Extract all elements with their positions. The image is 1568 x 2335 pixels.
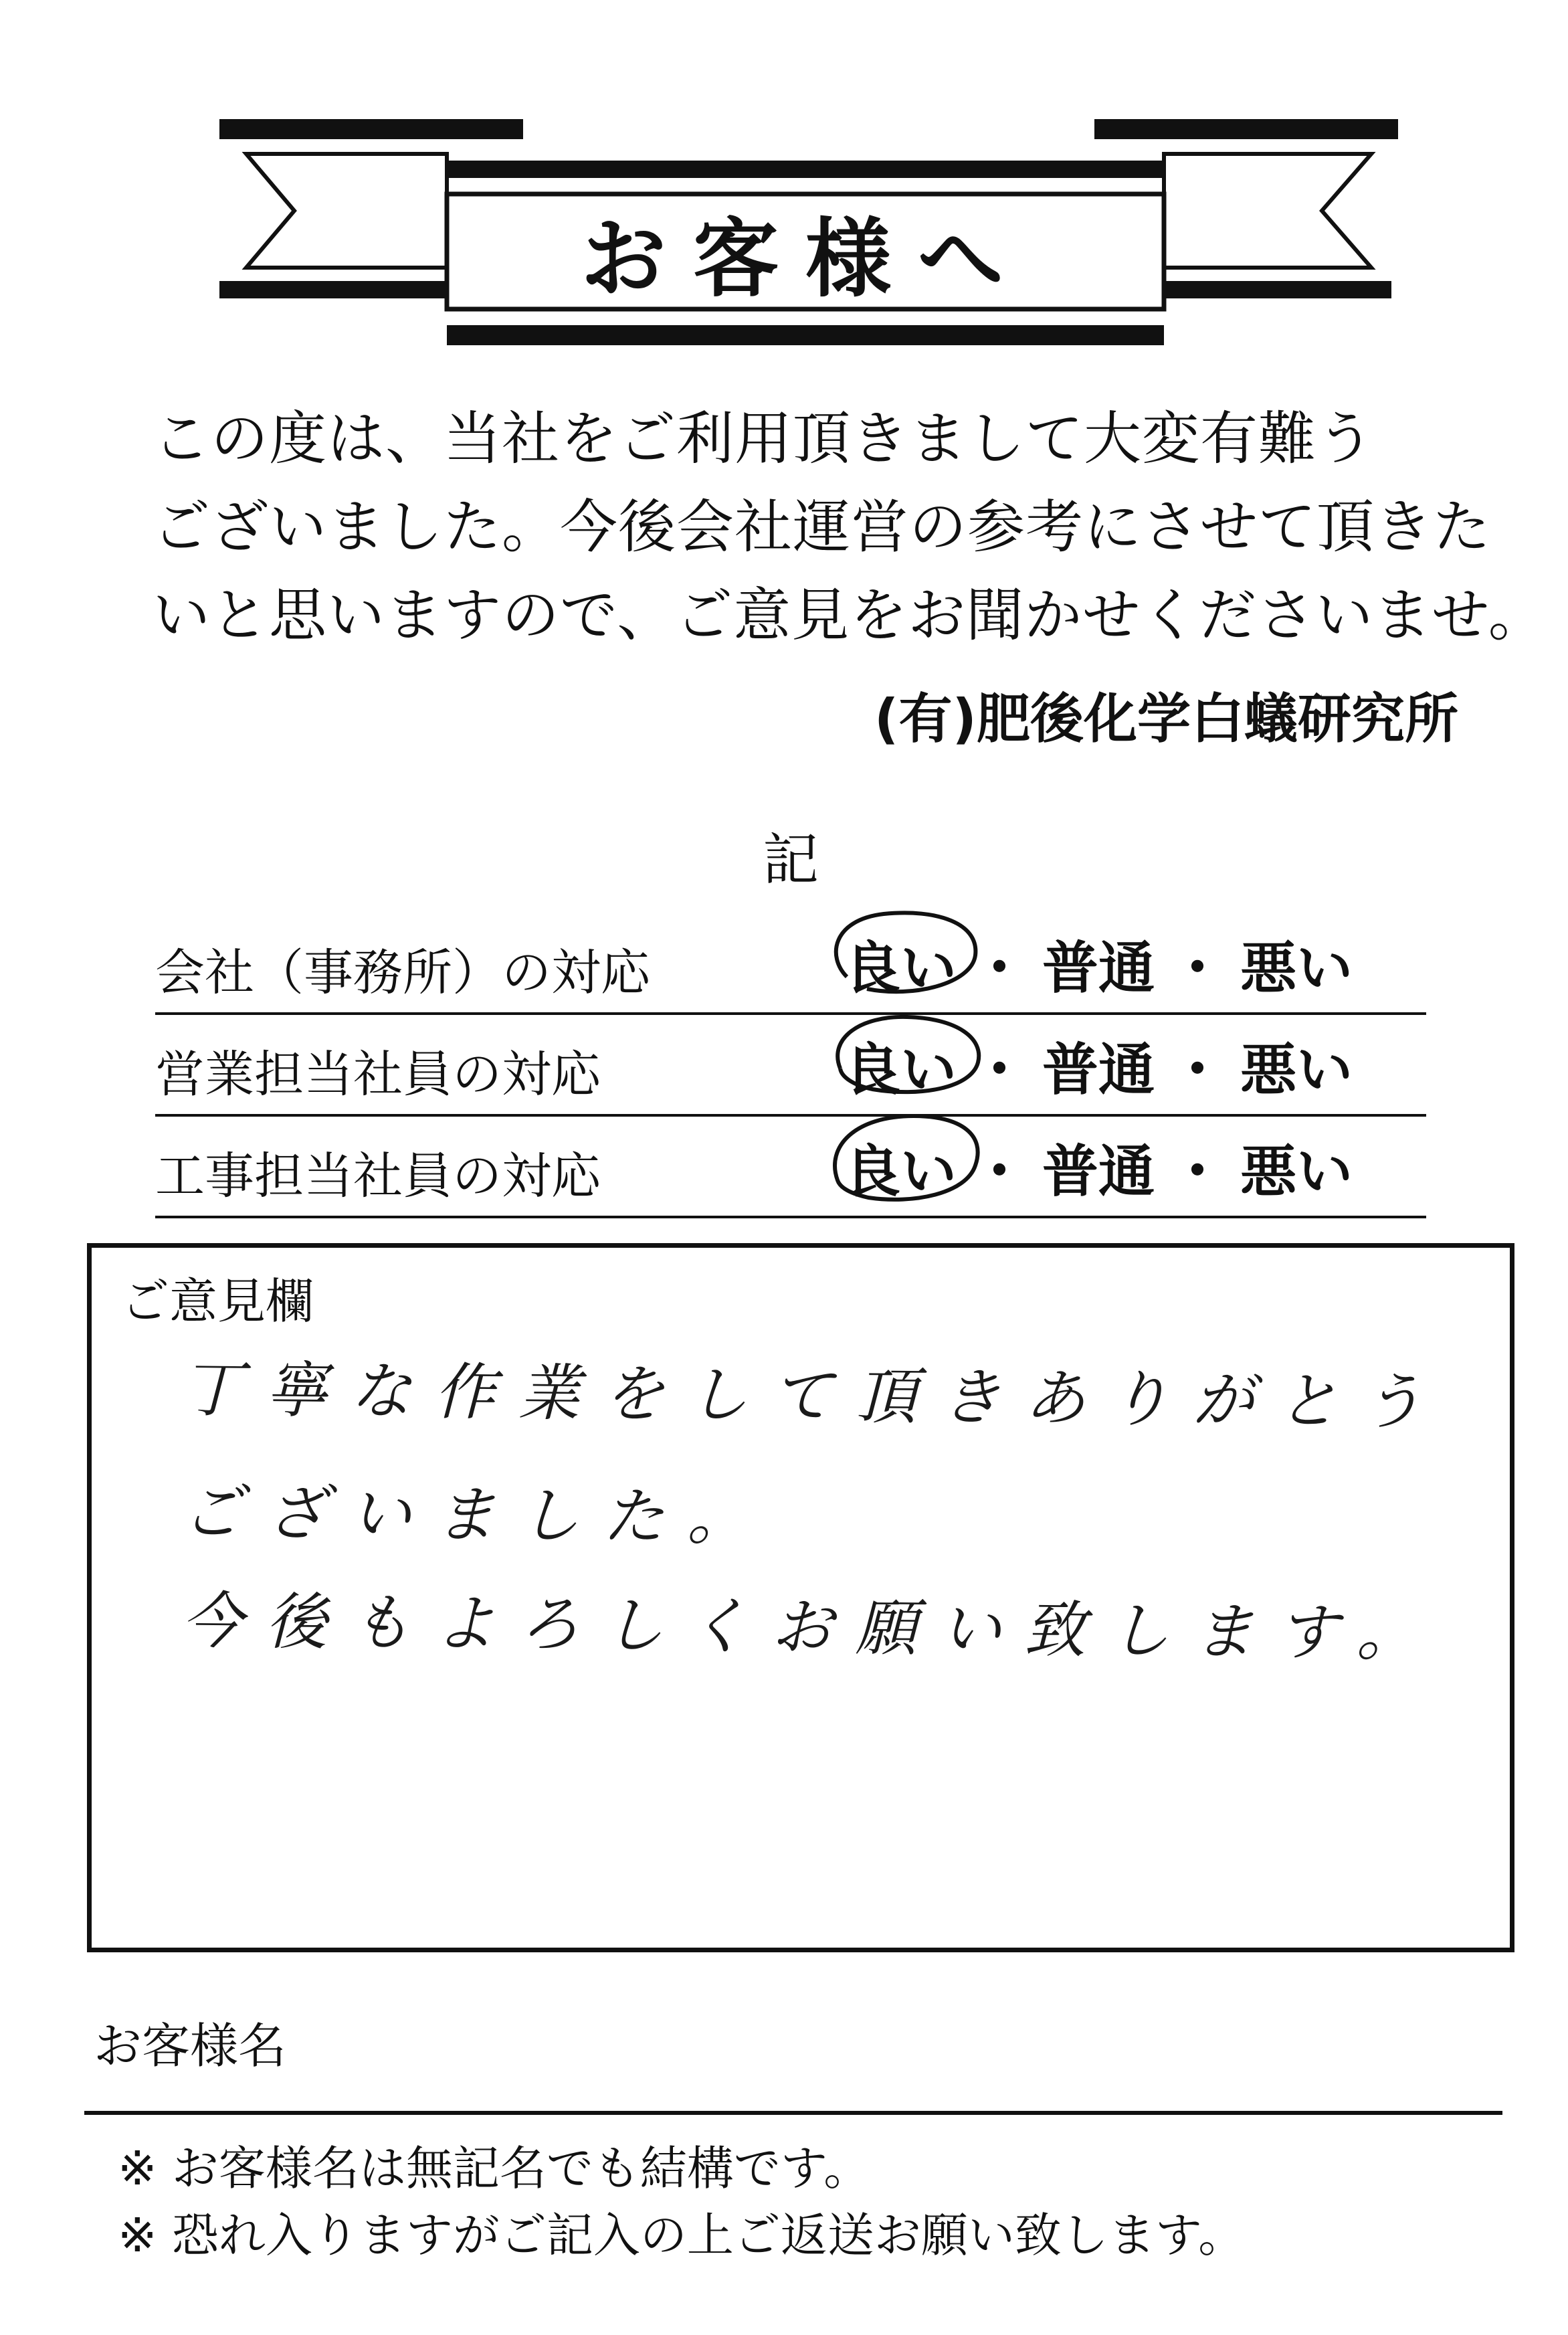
option-good[interactable]: 良い [844, 923, 957, 1004]
customer-name-field[interactable] [375, 2014, 1498, 2101]
ribbon-right-bottom-bar [1164, 281, 1391, 298]
rating-label: 営業担当社員の対応 [155, 1046, 601, 1103]
page-title: お客様へ [580, 209, 1030, 309]
selection-circle [820, 1107, 994, 1207]
selection-circle [820, 903, 994, 1004]
ribbon-right-tail [1164, 154, 1371, 268]
ribbon-center-bottom-bar [447, 325, 1164, 345]
ki-heading: 記 [763, 827, 819, 893]
handwritten-line: 丁寧な作業をして頂きありがとう [181, 1353, 1446, 1438]
rating-row-sales [155, 1015, 1426, 1117]
rating-options [844, 1025, 1353, 1106]
intro-line: ございました。今後会社運営の参考にさせて頂きた [153, 494, 1491, 561]
customer-name-label: お客様名 [94, 2018, 287, 2074]
opinion-box[interactable] [87, 1243, 1514, 1952]
option-separator: ・ [1169, 935, 1226, 1001]
title-ribbon [0, 0, 1568, 375]
ribbon-center-top-bar [447, 161, 1164, 178]
handwritten-line: ございました。 [181, 1476, 772, 1554]
rating-label: 会社（事務所）の対応 [155, 944, 650, 1002]
opinion-title: ご意見欄 [121, 1273, 314, 1329]
option-good[interactable]: 良い [844, 1025, 957, 1106]
ribbon-left-bottom-bar [219, 281, 447, 298]
ribbon-left-top-bar [219, 119, 523, 139]
option-separator: ・ [971, 1036, 1028, 1103]
option-separator: ・ [971, 1138, 1028, 1204]
option-bad[interactable]: 悪い [1240, 935, 1353, 1001]
rating-options [844, 1127, 1353, 1208]
intro-line: いと思いますので、ご意見をお聞かせくださいませ。 [153, 582, 1547, 649]
note-anonymous: ※ お客様名は無記名でも結構です。 [118, 2141, 871, 2196]
option-normal[interactable]: 普通 [1042, 935, 1155, 1001]
handwritten-line: 今後もよろしくお願い致します。 [181, 1585, 1442, 1670]
rating-options [844, 923, 1353, 1004]
ribbon-left-tail [246, 154, 447, 268]
option-normal[interactable]: 普通 [1042, 1036, 1155, 1103]
option-normal[interactable]: 普通 [1042, 1138, 1155, 1204]
customer-name-underline [84, 2111, 1502, 2115]
ribbon-right-top-bar [1094, 119, 1398, 139]
selection-circle [820, 1005, 994, 1105]
option-bad[interactable]: 悪い [1240, 1138, 1353, 1204]
option-good[interactable]: 良い [844, 1127, 957, 1208]
rating-row-office [155, 913, 1426, 1015]
option-separator: ・ [971, 935, 1028, 1001]
intro-line: この度は、当社をご利用頂きまして大変有難う [153, 405, 1375, 472]
option-separator: ・ [1169, 1036, 1226, 1103]
note-return: ※ 恐れ入りますがご記入の上ご返送お願い致します。 [118, 2208, 1246, 2263]
company-name: (有)肥後化学白蟻研究所 [874, 688, 1458, 750]
option-separator: ・ [1169, 1138, 1226, 1204]
rating-label: 工事担当社員の対応 [155, 1147, 601, 1205]
rating-row-construction [155, 1117, 1426, 1218]
intro-paragraph [153, 395, 1547, 660]
option-bad[interactable]: 悪い [1240, 1036, 1353, 1103]
